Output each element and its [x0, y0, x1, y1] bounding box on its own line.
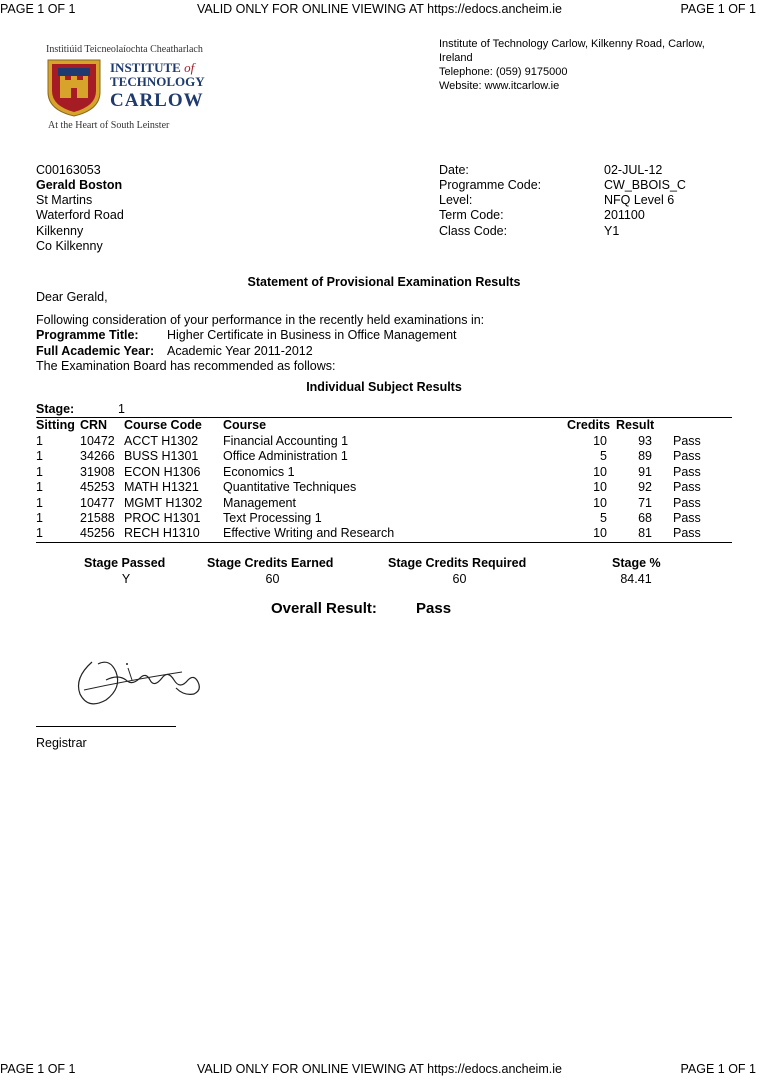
meta-label: Class Code: [439, 224, 508, 238]
overall-result-label: Overall Result: [271, 600, 377, 617]
cell-grade: Pass [673, 511, 701, 525]
cell-mark: 91 [638, 465, 652, 479]
cell-crn: 10477 [80, 496, 115, 510]
cell-sitting: 1 [36, 496, 43, 510]
greeting: Dear Gerald, [36, 290, 108, 304]
cell-mark: 81 [638, 526, 652, 540]
col-header-course: Course [223, 418, 267, 432]
stage-value: 1 [118, 402, 125, 416]
col-header-credits: Credits [567, 418, 611, 432]
cell-grade: Pass [673, 434, 701, 448]
col-header-course-code: Course Code [124, 418, 202, 432]
cell-code: BUSS H1301 [124, 449, 199, 463]
cell-mark: 92 [638, 480, 652, 494]
page-footer-center: VALID ONLY FOR ONLINE VIEWING AT https://edocs.ancheim.ie [197, 1062, 562, 1076]
meta-value: CW_BBOIS_C [604, 178, 686, 192]
page-header-left: PAGE 1 OF 1 [0, 2, 76, 16]
cell-code: ECON H1306 [124, 465, 201, 479]
stage-percent-label: Stage % [612, 556, 661, 570]
logo-of: of [184, 60, 195, 75]
cell-code: MGMT H1302 [124, 496, 203, 510]
cell-grade: Pass [673, 465, 701, 479]
cell-code: PROC H1301 [124, 511, 201, 525]
logo-irish-name: Institiúid Teicneolaíochta Cheatharlach [46, 44, 203, 55]
cell-crn: 45256 [80, 526, 115, 540]
results-title: Individual Subject Results [306, 380, 462, 394]
page-footer-right: PAGE 1 OF 1 [680, 1062, 756, 1076]
col-header-sitting: Sitting [36, 418, 75, 432]
page-header-center: VALID ONLY FOR ONLINE VIEWING AT https://edocs.ancheim.ie [197, 2, 562, 16]
board-text: The Examination Board has recommended as follows: [36, 359, 336, 373]
registrar-signature [70, 650, 210, 712]
address-line: St Martins [36, 193, 93, 207]
stage-credits-required-label: Stage Credits Required [388, 556, 527, 570]
logo-line2: TECHNOLOGY [110, 74, 205, 89]
stage-percent-value: 84.41 [620, 572, 652, 586]
meta-label: Date: [439, 163, 469, 177]
cell-course: Effective Writing and Research [223, 526, 395, 540]
cell-crn: 45253 [80, 480, 115, 494]
cell-crn: 31908 [80, 465, 115, 479]
address-line: Kilkenny [36, 224, 84, 238]
signature-line [36, 726, 176, 727]
cell-grade: Pass [673, 526, 701, 540]
cell-credits: 10 [593, 480, 607, 494]
address-line1: Institute of Technology Carlow, Kilkenny Road, Carlow, [439, 38, 705, 50]
cell-sitting: 1 [36, 511, 43, 525]
meta-value: Y1 [604, 224, 620, 238]
meta-value: NFQ Level 6 [604, 193, 675, 207]
col-header-result: Result [616, 418, 655, 432]
student-id: C00163053 [36, 163, 101, 177]
logo-tagline: At the Heart of South Leinster [48, 120, 170, 131]
page-footer-left: PAGE 1 OF 1 [0, 1062, 76, 1076]
logo-line1: INSTITUTE [110, 60, 181, 75]
cell-code: MATH H1321 [124, 480, 199, 494]
meta-label: Level: [439, 193, 473, 207]
cell-crn: 21588 [80, 511, 115, 525]
cell-grade: Pass [673, 496, 701, 510]
cell-course: Text Processing 1 [223, 511, 322, 525]
cell-course: Quantitative Techniques [223, 480, 357, 494]
cell-crn: 34266 [80, 449, 115, 463]
stage-passed-value: Y [121, 572, 131, 586]
intro-text: Following consideration of your performance in the recently held examinations in: [36, 313, 485, 327]
cell-mark: 68 [638, 511, 652, 525]
address-line2: Ireland [439, 52, 473, 64]
overall-result-value: Pass [416, 600, 452, 617]
cell-course: Financial Accounting 1 [223, 434, 349, 448]
castle-crest-icon [46, 58, 102, 118]
website: Website: www.itcarlow.ie [439, 80, 560, 92]
cell-sitting: 1 [36, 526, 43, 540]
cell-grade: Pass [673, 449, 701, 463]
cell-course: Economics 1 [223, 465, 295, 479]
cell-credits: 10 [593, 526, 607, 540]
cell-course: Office Administration 1 [223, 449, 348, 463]
cell-sitting: 1 [36, 480, 43, 494]
stage-credits-required-value: 60 [452, 572, 467, 586]
cell-sitting: 1 [36, 434, 43, 448]
cell-mark: 71 [638, 496, 652, 510]
page-header-right: PAGE 1 OF 1 [680, 2, 756, 16]
cell-mark: 89 [638, 449, 652, 463]
programme-title-label: Programme Title: [36, 328, 139, 342]
meta-label: Term Code: [439, 208, 504, 222]
cell-credits: 5 [600, 511, 607, 525]
cell-course: Management [223, 496, 296, 510]
cell-credits: 10 [593, 496, 607, 510]
meta-label: Programme Code: [439, 178, 542, 192]
stage-credits-earned-value: 60 [265, 572, 280, 586]
cell-code: ACCT H1302 [124, 434, 199, 448]
cell-credits: 5 [600, 449, 607, 463]
cell-mark: 93 [638, 434, 652, 448]
programme-title-value: Higher Certificate in Business in Office Management [167, 328, 457, 342]
registrar-label: Registrar [36, 736, 87, 750]
stage-label: Stage: [36, 402, 75, 416]
logo-line3: CARLOW [110, 90, 204, 111]
meta-value: 201100 [604, 208, 645, 222]
stage-credits-earned-label: Stage Credits Earned [207, 556, 334, 570]
academic-year-label: Full Academic Year: [36, 344, 155, 358]
cell-sitting: 1 [36, 449, 43, 463]
cell-credits: 10 [593, 434, 607, 448]
statement-title: Statement of Provisional Examination Results [247, 275, 521, 289]
cell-credits: 10 [593, 465, 607, 479]
col-header-crn: CRN [80, 418, 108, 432]
cell-grade: Pass [673, 480, 701, 494]
academic-year-value: Academic Year 2011-2012 [167, 344, 313, 358]
table-bottom-rule [36, 542, 732, 543]
meta-value: 02-JUL-12 [604, 163, 663, 177]
cell-sitting: 1 [36, 465, 43, 479]
address-line: Waterford Road [36, 208, 124, 222]
stage-passed-label: Stage Passed [84, 556, 166, 570]
student-name: Gerald Boston [36, 178, 123, 192]
telephone: Telephone: (059) 9175000 [439, 66, 568, 78]
address-line: Co Kilkenny [36, 239, 103, 253]
cell-code: RECH H1310 [124, 526, 200, 540]
cell-crn: 10472 [80, 434, 115, 448]
